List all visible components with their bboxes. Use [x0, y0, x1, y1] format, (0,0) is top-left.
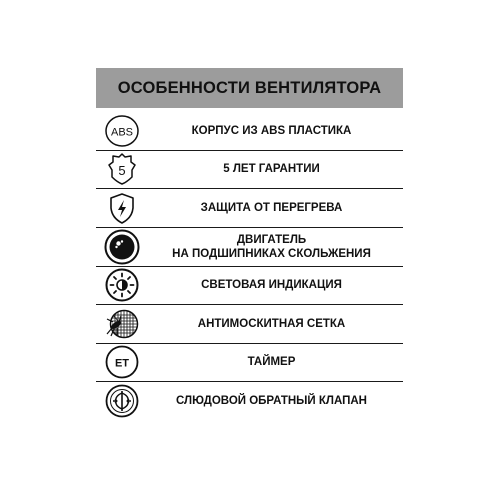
feature-row-warranty	[96, 151, 403, 190]
feature-label-timer: ТАЙМЕР	[247, 356, 296, 369]
abs-icon	[100, 114, 144, 148]
ball-bearing-icon	[100, 230, 144, 264]
feature-label-light: СВЕТОВАЯ ИНДИКАЦИЯ	[201, 279, 342, 292]
timer-icon-text: ET	[114, 357, 130, 370]
feature-label-abs: КОРПУС ИЗ ABS ПЛАСТИКА	[191, 124, 352, 137]
abs-icon-text: ABS	[110, 126, 134, 139]
feature-label-motor-line2: НА ПОДШИПНИКАХ СКОЛЬЖЕНИЯ	[172, 247, 371, 260]
shield-5-icon	[100, 152, 144, 186]
feature-row-timer	[96, 344, 403, 383]
feature-label-motor-line1: ДВИГАТЕЛЬ	[236, 233, 307, 246]
feature-row-check-valve	[96, 382, 403, 420]
timer-icon	[100, 345, 144, 379]
check-valve-icon	[100, 384, 144, 418]
features-panel	[96, 68, 403, 420]
shield-5-icon-text: 5	[118, 163, 126, 179]
feature-row-overheat	[96, 189, 403, 228]
features-header	[96, 68, 403, 108]
features-title: ОСОБЕННОСТИ ВЕНТИЛЯТОРА	[117, 78, 382, 97]
shield-lightning-icon	[100, 191, 144, 225]
feature-label-overheat: ЗАЩИТА ОТ ПЕРЕГРЕВА	[200, 201, 343, 214]
feature-row-abs	[96, 112, 403, 151]
feature-row-motor	[96, 228, 403, 267]
mosquito-net-icon	[100, 307, 144, 341]
feature-label-check-valve: СЛЮДОВОЙ ОБРАТНЫЙ КЛАПАН	[176, 394, 367, 407]
feature-row-mosquito-net	[96, 305, 403, 344]
feature-label-mosquito-net: АНТИМОСКИТНАЯ СЕТКА	[197, 317, 346, 330]
light-indicator-icon	[100, 268, 144, 302]
feature-label-motor	[144, 233, 403, 261]
feature-label-warranty: 5 ЛЕТ ГАРАНТИИ	[223, 163, 320, 176]
feature-row-light	[96, 267, 403, 306]
